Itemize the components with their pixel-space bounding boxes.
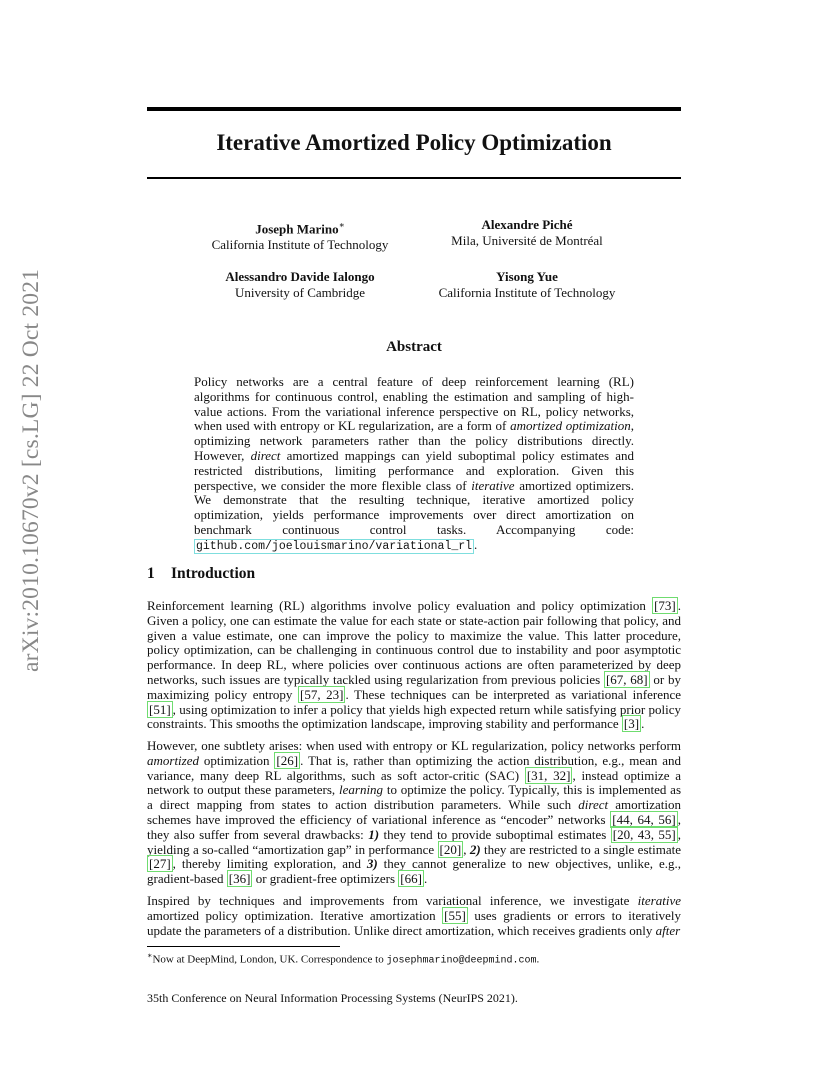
author-4 (417, 269, 637, 301)
title-top-rule (147, 107, 681, 111)
footnote: ∗Now at DeepMind, London, UK. Correspondence to josephmarino@deepmind.com. (147, 951, 540, 967)
author-name: Joseph Marino (255, 221, 339, 237)
citation-link[interactable]: [44, 64, 56] (612, 811, 676, 827)
citation-link[interactable]: [26] (276, 752, 299, 768)
citation-link[interactable]: [55] (444, 907, 466, 923)
author-3 (190, 269, 410, 301)
footnote-email[interactable]: josephmarino@deepmind.com (386, 955, 537, 967)
arxiv-side-stamp: arXiv:2010.10670v2 [cs.LG] 22 Oct 2021 (18, 268, 44, 672)
author-footnote-mark: ∗ (338, 220, 345, 230)
citation-link[interactable]: [51] (149, 701, 171, 717)
venue-footer: 35th Conference on Neural Information Processing Systems (NeurIPS 2021). (147, 991, 518, 1005)
intro-paragraph-2: However, one subtlety arises: when used with entropy or KL regularization, policy networks perform amortized optimization [26] . That is, rather than optimizing the action distribution, e.g., mean and variance, many deep RL algorithms, such as soft actor-critic (SAC) [31, 32] , instead optimize a network to output these parameters, learning to optimize the policy. Typically, this is implemented as a direct mapping from states to action distribution parameters. While such direct amortization schemes have improved the efficiency of variational inference as “encoder” networks [44, 64, 56] , they also suffer from several drawbacks: 1) they tend to provide suboptimal estimates [20, 43, 55] , yielding a so-called “amortization gap” in performance [20] , 2) they are restricted to a single estimate [27] , thereby limiting exploration, and 3) they cannot generalize to new objectives, unlike, e.g., gradient-based [36] or gradient-free optimizers [66] . (147, 738, 681, 887)
intro-paragraph-3: Inspired by techniques and improvements from variational inference, we investigate iterative amortized policy optimization. Iterative amortization [55] uses gradients or errors to iteratively update the parameters of a distribution. Unlike direct amortization, which receives gradients only after (147, 893, 681, 938)
citation-link[interactable]: [31, 32] (526, 767, 571, 783)
paper-title: Iterative Amortized Policy Optimization (216, 130, 612, 155)
author-name: Alessandro Davide Ialongo (225, 269, 375, 284)
section-number: 1 (147, 565, 155, 582)
citation-link[interactable]: [73] (654, 598, 676, 613)
citation-link[interactable]: [36] (228, 871, 251, 887)
footnote-rule (147, 946, 340, 947)
citation-link[interactable]: [3] (623, 716, 640, 732)
author-name: Yisong Yue (496, 269, 558, 284)
intro-paragraph-1: Reinforcement learning (RL) algorithms involve policy evaluation and policy optimization [73] . Given a policy, one can estimate the value for each state or state-action pair following that policy, and given a value estimate, one can improve the policy to maximize the value. This latter procedure, policy optimization, can be challenging in continuous control due to instability and poor asymptotic performance. In deep RL, where policies over continuous actions are often parameterized by deep networks, such issues are typically tackled using regularization from previous policies [67, 68] or by maximizing policy entropy [57, 23] . These techniques can be interpreted as variational inference [51] , using optimization to infer a policy that yields high expected return while satisfying prior policy constraints. This smooths the optimization landscape, improving stability and performance [3] . (147, 598, 682, 732)
author-affiliation: California Institute of Technology (438, 285, 616, 300)
author-affiliation: Mila, Université de Montréal (451, 233, 603, 248)
citation-link[interactable]: [57, 23] (300, 686, 344, 702)
author-affiliation: California Institute of Technology (211, 237, 389, 253)
abstract-body: Policy networks are a central feature of deep reinforcement learning (RL) algorithms for continuous control, enabling the estimation and sampling of high-value actions. From the variational inference perspective on RL, policy networks, when used with entropy or KL regularization, are a form of amortized optimization, optimizing network parameters rather than the policy distributions directly. However, direct amortized mappings can yield suboptimal policy estimates and restricted distributions, limiting performance and exploration. Given this perspective, we consider the more flexible class of iterative amortized optimizers. We demonstrate that the resulting technique, iterative amortized policy optimization, yields performance improvements over direct amortization on benchmark continuous control tasks. Accompanying code: github.com/joelouismarino/variational_rl . (194, 374, 634, 553)
citation-link[interactable]: [27] (149, 856, 171, 872)
citation-link[interactable]: [20] (439, 841, 462, 857)
author-affiliation: University of Cambridge (235, 285, 365, 300)
author-name: Alexandre Piché (481, 217, 573, 232)
author-2 (427, 217, 627, 249)
citation-link[interactable]: [66] (400, 871, 422, 887)
code-link[interactable]: github.com/joelouismarino/variational_rl (196, 539, 473, 553)
section-heading (147, 565, 255, 583)
author-1 (190, 217, 410, 253)
citation-link[interactable]: [67, 68] (605, 671, 648, 687)
title-bottom-rule (147, 177, 681, 179)
citation-link[interactable]: [20, 43, 55] (612, 826, 676, 842)
abstract-heading: Abstract (386, 339, 442, 355)
section-title: Introduction (171, 565, 256, 582)
